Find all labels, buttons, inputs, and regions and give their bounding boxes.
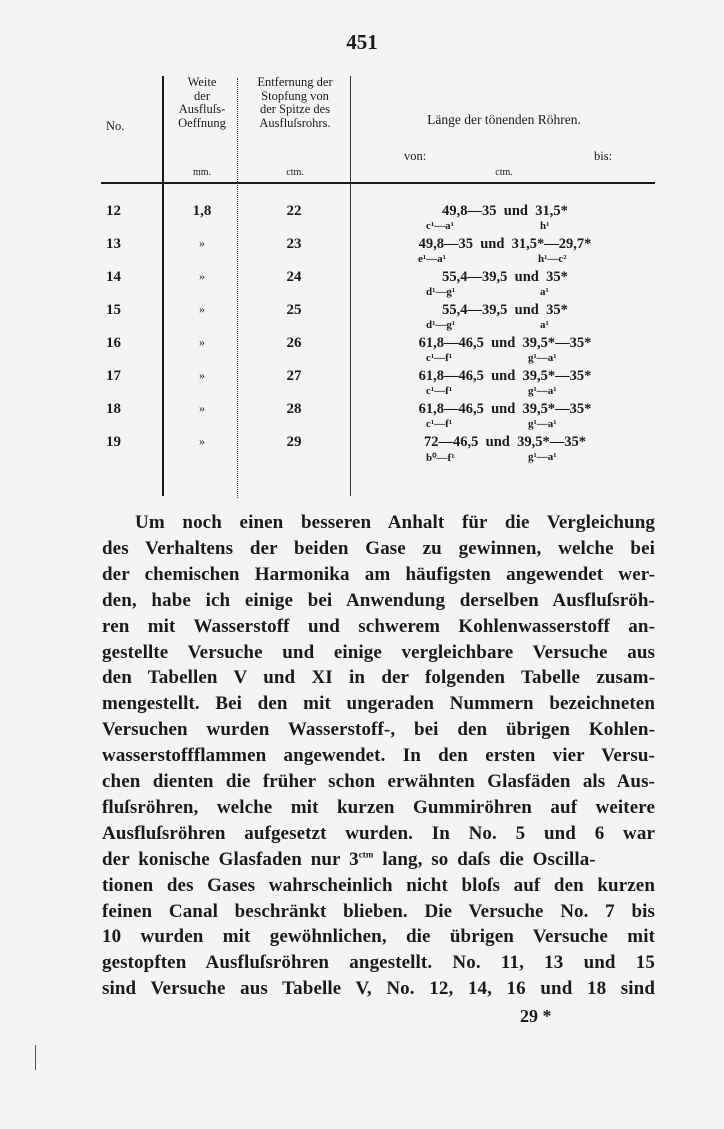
cell-entfernung: 24 xyxy=(286,269,302,285)
header-rule xyxy=(101,182,655,184)
page-number: 451 xyxy=(346,30,378,54)
body-line: den, habe ich einige bei Anwendung derselben Ausfluſsröh- xyxy=(102,589,655,611)
body-line: mengestellt. Bei den mit ungeraden Nummern bezeichneten xyxy=(102,693,655,715)
column-divider xyxy=(162,76,164,496)
cell-laenge: 61,8—46,5 und 39,5*—35* xyxy=(418,401,592,417)
body-line: tionen des Gases wahrscheinlich nicht bloſs auf den kurzen xyxy=(102,874,655,896)
body-line: Um noch einen besseren Anhalt für die Vergleichung xyxy=(135,512,655,533)
cell-entfernung: 26 xyxy=(286,335,302,351)
cell-laenge: 49,8—35 und 31,5*—29,7* xyxy=(418,236,592,252)
body-line: Versuchen wurden Wasserstoff-, bei den übrigen Kohlen- xyxy=(102,719,655,741)
cell-weite: » xyxy=(199,236,205,250)
note-von: c¹—f¹ xyxy=(426,385,453,397)
cell-laenge: 72—46,5 und 39,5*—35* xyxy=(424,434,586,450)
body-line: wasserstoffflammen angewendet. In den ersten vier Versu- xyxy=(102,745,655,767)
cell-no: 19 xyxy=(106,434,121,450)
cell-no: 13 xyxy=(106,236,121,252)
cell-laenge: 55,4—39,5 und 35* xyxy=(442,302,568,318)
body-line: Ausfluſsröhren aufgesetzt wurden. In No. 5 und 6 war xyxy=(102,822,655,844)
body-line: gestellte Versuche und einige vergleichbare Versuche aus xyxy=(102,641,655,663)
note-bis: g¹—a¹ xyxy=(528,451,557,463)
cell-no: 12 xyxy=(106,203,121,219)
body-line: den Tabellen V und XI in der folgenden Tabelle zusam- xyxy=(102,667,655,689)
header-entfernung xyxy=(240,76,350,130)
note-bis: h¹ xyxy=(540,220,550,232)
body-line: feinen Canal beschränkt blieben. Die Versuche No. 7 bis xyxy=(102,900,655,922)
note-bis: a¹ xyxy=(540,319,549,331)
body-line: sind Versuche aus Tabelle V, No. 12, 14, 16 und 18 sind xyxy=(102,978,655,1000)
cell-weite: » xyxy=(199,269,205,283)
cell-entfernung: 28 xyxy=(286,401,302,417)
cell-no: 14 xyxy=(106,269,121,285)
body-line xyxy=(102,849,655,871)
body-line: ren mit Wasserstoff und schwerem Kohlenwasserstoff an- xyxy=(102,615,655,637)
cell-entfernung: 29 xyxy=(286,434,302,450)
header-weite xyxy=(166,76,238,130)
body-line: chen dienten die früher schon erwähnten Glasfäden als Aus- xyxy=(102,771,655,792)
cell-laenge: 61,8—46,5 und 39,5*—35* xyxy=(418,368,592,384)
cell-weite: » xyxy=(199,368,205,382)
cell-no: 16 xyxy=(106,335,121,351)
header-entfernung-line: Entfernung der xyxy=(257,75,333,89)
body-text-segment: lang, so daſs die Oscilla- xyxy=(373,848,596,870)
cell-no: 15 xyxy=(106,302,121,318)
header-weite-line: Ausfluſs- xyxy=(178,102,226,116)
scan-mark xyxy=(35,1045,36,1070)
body-line: fluſsröhren, welche mit kurzen Gummiröhren auf weitere xyxy=(102,796,655,818)
header-laenge: Länge der tönenden Röhren. xyxy=(427,112,581,127)
body-line: gestopften Ausfluſsröhren angestellt. No. 11, 13 und 15 xyxy=(102,952,655,974)
cell-laenge: 61,8—46,5 und 39,5*—35* xyxy=(418,335,592,351)
note-bis: g¹—a¹ xyxy=(528,418,557,430)
cell-no: 17 xyxy=(106,368,121,384)
note-bis: a¹ xyxy=(540,286,549,298)
note-von: d¹—g¹ xyxy=(426,286,456,298)
header-no: No. xyxy=(106,119,125,133)
column-divider xyxy=(350,76,351,496)
column-divider xyxy=(237,78,238,498)
header-weite-line: Weite xyxy=(187,75,217,89)
cell-entfernung: 27 xyxy=(286,368,302,384)
body-line: des Verhaltens der beiden Gase zu gewinnen, welche bei xyxy=(102,537,655,559)
note-von: e¹—a¹ xyxy=(418,253,446,265)
header-von: von: xyxy=(404,149,427,163)
header-entfernung-line: Ausfluſsrohrs. xyxy=(259,115,331,130)
cell-weite: 1,8 xyxy=(192,203,212,219)
body-text-segment: der konische Glasfaden nur 3 xyxy=(102,848,359,870)
note-von: b⁰—f¹ xyxy=(426,452,455,464)
cell-weite: » xyxy=(199,434,205,448)
header-entfernung-unit: ctm. xyxy=(286,167,304,178)
header-bis: bis: xyxy=(594,149,613,163)
header-entfernung-line: der Spitze des xyxy=(259,102,331,116)
cell-laenge: 49,8—35 und 31,5* xyxy=(442,203,568,219)
note-von: c¹—a¹ xyxy=(426,220,454,232)
signature-mark: 29 * xyxy=(520,1006,552,1026)
cell-entfernung: 25 xyxy=(286,302,302,318)
note-von: c¹—f¹ xyxy=(426,418,453,430)
note-von: c¹—f¹ xyxy=(426,352,453,364)
body-line: der chemischen Harmonika am häufigsten angewendet wer- xyxy=(102,563,655,585)
header-weite-line: der xyxy=(194,88,210,103)
body-line: 10 wurden mit gewöhnlichen, die übrigen Versuche mit xyxy=(102,926,655,948)
cell-weite: » xyxy=(199,302,205,316)
note-bis: g¹—a¹ xyxy=(528,352,557,364)
note-von: d¹—g¹ xyxy=(426,319,456,331)
header-weite-line: Oeffnung xyxy=(178,115,226,130)
header-entfernung-line: Stopfung von xyxy=(261,88,329,103)
cell-no: 18 xyxy=(106,401,121,417)
note-bis: g¹—a¹ xyxy=(528,385,557,397)
cell-laenge: 55,4—39,5 und 35* xyxy=(442,269,568,285)
cell-weite: » xyxy=(199,401,205,415)
note-bis: h¹—c² xyxy=(538,253,567,265)
cell-entfernung: 23 xyxy=(286,236,302,252)
cell-entfernung: 22 xyxy=(286,203,302,219)
unit-superscript: ctm xyxy=(358,849,374,860)
cell-weite: » xyxy=(199,335,205,349)
header-weite-unit: mm. xyxy=(192,167,212,178)
header-laenge-unit: ctm. xyxy=(495,167,513,178)
